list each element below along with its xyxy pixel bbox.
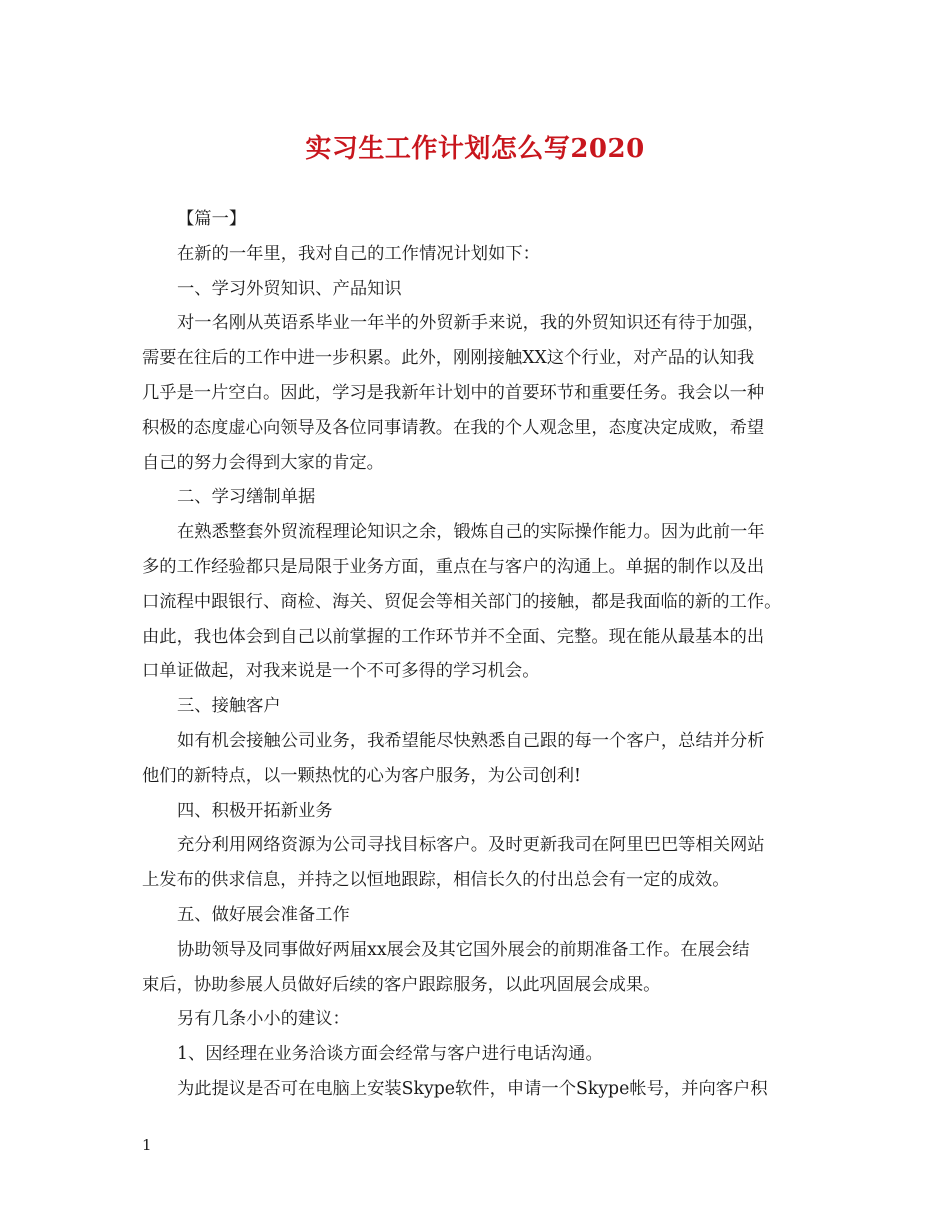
document-title: 实习生工作计划怎么写2020 [305, 134, 645, 164]
paragraph-line: 四、积极开拓新业务 [177, 800, 333, 821]
paragraph-line: 在熟悉整套外贸流程理论知识之余，锻炼自己的实际操作能力。因为此前一年 [177, 522, 765, 543]
paragraph-line: 需要在往后的工作中进一步积累。此外，刚刚接触XX这个行业，对产品的认知我 [142, 348, 755, 369]
paragraph-line: 另有几条小小的建议： [177, 1009, 350, 1030]
page-number: 1 [142, 1136, 152, 1154]
paragraph-line: 如有机会接触公司业务，我希望能尽快熟悉自己跟的每一个客户，总结并分析 [177, 730, 765, 751]
document-body [142, 202, 810, 1107]
paragraph-line: 上发布的供求信息，并持之以恒地跟踪，相信长久的付出总会有一定的成效。 [142, 870, 730, 891]
paragraph-line: 多的工作经验都只是局限于业务方面，重点在与客户的沟通上。单据的制作以及出 [142, 556, 765, 577]
paragraph-line: 三、接触客户 [177, 696, 281, 717]
paragraph-line: 积极的态度虚心向领导及各位同事请教。在我的个人观念里，态度决定成败，希望 [142, 417, 765, 438]
paragraph-line: 五、做好展会准备工作 [177, 904, 350, 925]
paragraph-line: 为此提议是否可在电脑上安装Skype软件，申请一个Skype帐号，并向客户积 [177, 1078, 768, 1099]
paragraph-line: 由此，我也体会到自己以前掌握的工作环节并不全面、完整。现在能从最基本的出 [142, 626, 765, 647]
paragraph-line: 在新的一年里，我对自己的工作情况计划如下： [177, 243, 540, 264]
paragraph-line: 一、学习外贸知识、产品知识 [177, 278, 402, 299]
paragraph-line: 束后，协助参展人员做好后续的客户跟踪服务，以此巩固展会成果。 [142, 974, 661, 995]
paragraph-line: 对一名刚从英语系毕业一年半的外贸新手来说，我的外贸知识还有待于加强， [177, 313, 765, 334]
paragraph-line: 口单证做起，对我来说是一个不可多得的学习机会。 [142, 661, 540, 682]
paragraph-line: 口流程中跟银行、商检、海关、贸促会等相关部门的接触，都是我面临的新的工作。 [142, 591, 782, 612]
paragraph-line: 1、因经理在业务洽谈方面会经常与客户进行电话沟通。 [177, 1044, 603, 1065]
paragraph-line: 二、学习缮制单据 [177, 487, 316, 508]
paragraph-line: 充分利用网络资源为公司寻找目标客户。及时更新我司在阿里巴巴等相关网站 [177, 835, 765, 856]
paragraph-line: 协助领导及同事做好两届xx展会及其它国外展会的前期准备工作。在展会结 [177, 939, 750, 960]
paragraph-line: 自己的努力会得到大家的肯定。 [142, 452, 384, 473]
paragraph-line: 几乎是一片空白。因此，学习是我新年计划中的首要环节和重要任务。我会以一种 [142, 382, 765, 403]
paragraph-line: 【篇一】 [177, 209, 247, 229]
paragraph-line: 他们的新特点，以一颗热忱的心为客户服务，为公司创利! [142, 765, 581, 786]
